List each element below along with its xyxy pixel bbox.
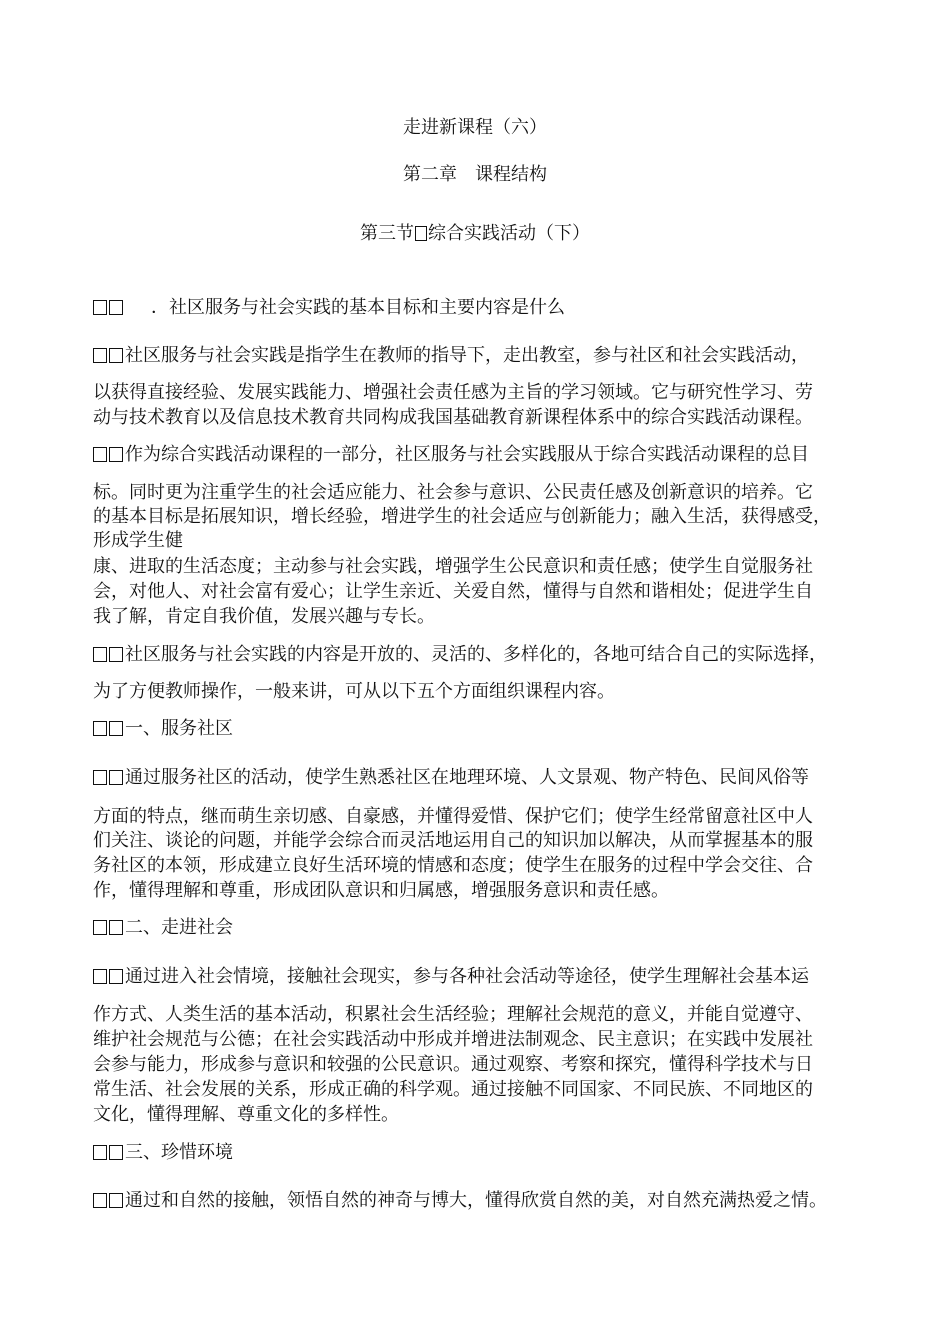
indent-box xyxy=(93,969,107,984)
paragraph-line xyxy=(93,443,863,467)
paragraph-text: 社区服务与社会实践的内容是开放的、灵活的、多样化的，各地可结合自己的实际选择， xyxy=(125,644,827,665)
subheading-text: 一、服务社区 xyxy=(125,718,233,739)
subheading-text: 三、珍惜环境 xyxy=(125,1142,233,1163)
indent-box xyxy=(109,721,123,736)
paragraph-line: 作方式、人类生活的基本活动，积累社会生活经验；理解社会规范的意义，并能自觉遵守、 xyxy=(93,1004,813,1025)
indent-box xyxy=(93,920,107,935)
indent-box xyxy=(109,348,123,363)
indent-box xyxy=(93,647,107,662)
chapter-heading: 第二章 课程结构 xyxy=(403,164,547,185)
subheading-text: 二、走进社会 xyxy=(125,917,233,938)
paragraph-line xyxy=(93,344,863,368)
paragraph-line: 的基本目标是拓展知识，增长经验，增进学生的社会适应与创新能力；融入生活，获得感受， xyxy=(93,506,831,527)
paragraph-line: 为了方便教师操作，一般来讲，可从以下五个方面组织课程内容。 xyxy=(93,681,615,702)
indent-box xyxy=(93,1145,107,1160)
paragraph-line xyxy=(93,643,863,667)
paragraph-line: 康、进取的生活态度；主动参与社会实践，增强学生公民意识和责任感；使学生自觉服务社 xyxy=(93,556,813,577)
paragraph-text: 通过服务社区的活动，使学生熟悉社区在地理环境、人文景观、物产特色、民间风俗等 xyxy=(125,767,809,788)
paragraph-text: 通过进入社会情境，接触社会现实，参与各种社会活动等途径，使学生理解社会基本运 xyxy=(125,966,809,987)
paragraph-line: 作，懂得理解和尊重，形成团队意识和归属感，增强服务意识和责任感。 xyxy=(93,880,669,901)
indent-box xyxy=(109,1193,123,1208)
subheading-line xyxy=(93,916,863,940)
indent-box xyxy=(109,300,123,315)
subheading-line xyxy=(93,717,863,741)
section-heading-suffix: 综合实践活动（下） xyxy=(428,223,590,244)
subheading-line xyxy=(93,1141,863,1165)
section-heading xyxy=(0,222,950,246)
indent-box xyxy=(93,300,107,315)
indent-box xyxy=(93,721,107,736)
question-text: ．社区服务与社会实践的基本目标和主要内容是什么 xyxy=(151,297,565,318)
indent-box xyxy=(109,1145,123,1160)
section-heading-prefix: 第三节 xyxy=(360,223,414,244)
paragraph-line: 方面的特点，继而萌生亲切感、自豪感，并懂得爱惜、保护它们；使学生经常留意社区中人 xyxy=(93,806,813,827)
paragraph-line: 文化，懂得理解、尊重文化的多样性。 xyxy=(93,1104,399,1125)
indent-box xyxy=(109,770,123,785)
missing-glyph-box xyxy=(415,226,427,241)
indent-box xyxy=(109,647,123,662)
indent-box xyxy=(93,1193,107,1208)
paragraph-text: 社区服务与社会实践是指学生在教师的指导下，走出教室，参与社区和社会实践活动， xyxy=(125,345,809,366)
paragraph-line: 会，对他人、对社会富有爱心；让学生亲近、关爱自然，懂得与自然和谐相处；促进学生自 xyxy=(93,581,813,602)
indent-box xyxy=(109,920,123,935)
indent-box xyxy=(109,969,123,984)
paragraph-line: 我了解，肯定自我价值，发展兴趣与专长。 xyxy=(93,606,435,627)
paragraph-text: 作为综合实践活动课程的一部分，社区服务与社会实践服从于综合实践活动课程的总目 xyxy=(125,444,809,465)
paragraph-line: 形成学生健 xyxy=(93,530,183,551)
paragraph-line xyxy=(93,965,863,989)
indent-box xyxy=(93,348,107,363)
indent-box xyxy=(109,447,123,462)
paragraph-line: 常生活、社会发展的关系，形成正确的科学观。通过接触不同国家、不同民族、不同地区的 xyxy=(93,1079,813,1100)
indent-box xyxy=(93,447,107,462)
paragraph-line: 动与技术教育以及信息技术教育共同构成我国基础教育新课程体系中的综合实践活动课程。 xyxy=(93,407,813,428)
paragraph-line: 们关注、谈论的问题，并能学会综合而灵活地运用自己的知识加以解决，从而掌握基本的服 xyxy=(93,830,813,851)
document-title: 走进新课程（六） xyxy=(403,117,547,138)
paragraph-line xyxy=(93,766,863,790)
paragraph-line: 标。同时更为注重学生的社会适应能力、社会参与意识、公民责任感及创新意识的培养。它 xyxy=(93,482,813,503)
question-line xyxy=(93,296,863,320)
indent-box xyxy=(93,770,107,785)
paragraph-line: 会参与能力，形成参与意识和较强的公民意识。通过观察、考察和探究，懂得科学技术与日 xyxy=(93,1054,813,1075)
paragraph-line xyxy=(93,1189,863,1213)
paragraph-text: 通过和自然的接触，领悟自然的神奇与博大，懂得欣赏自然的美，对自然充满热爱之情。 xyxy=(125,1190,827,1211)
paragraph-line: 以获得直接经验、发展实践能力、增强社会责任感为主旨的学习领域。它与研究性学习、劳 xyxy=(93,382,813,403)
paragraph-line: 务社区的本领，形成建立良好生活环境的情感和态度；使学生在服务的过程中学会交往、合 xyxy=(93,855,813,876)
paragraph-line: 维护社会规范与公德；在社会实践活动中形成并增进法制观念、民主意识；在实践中发展社 xyxy=(93,1029,813,1050)
